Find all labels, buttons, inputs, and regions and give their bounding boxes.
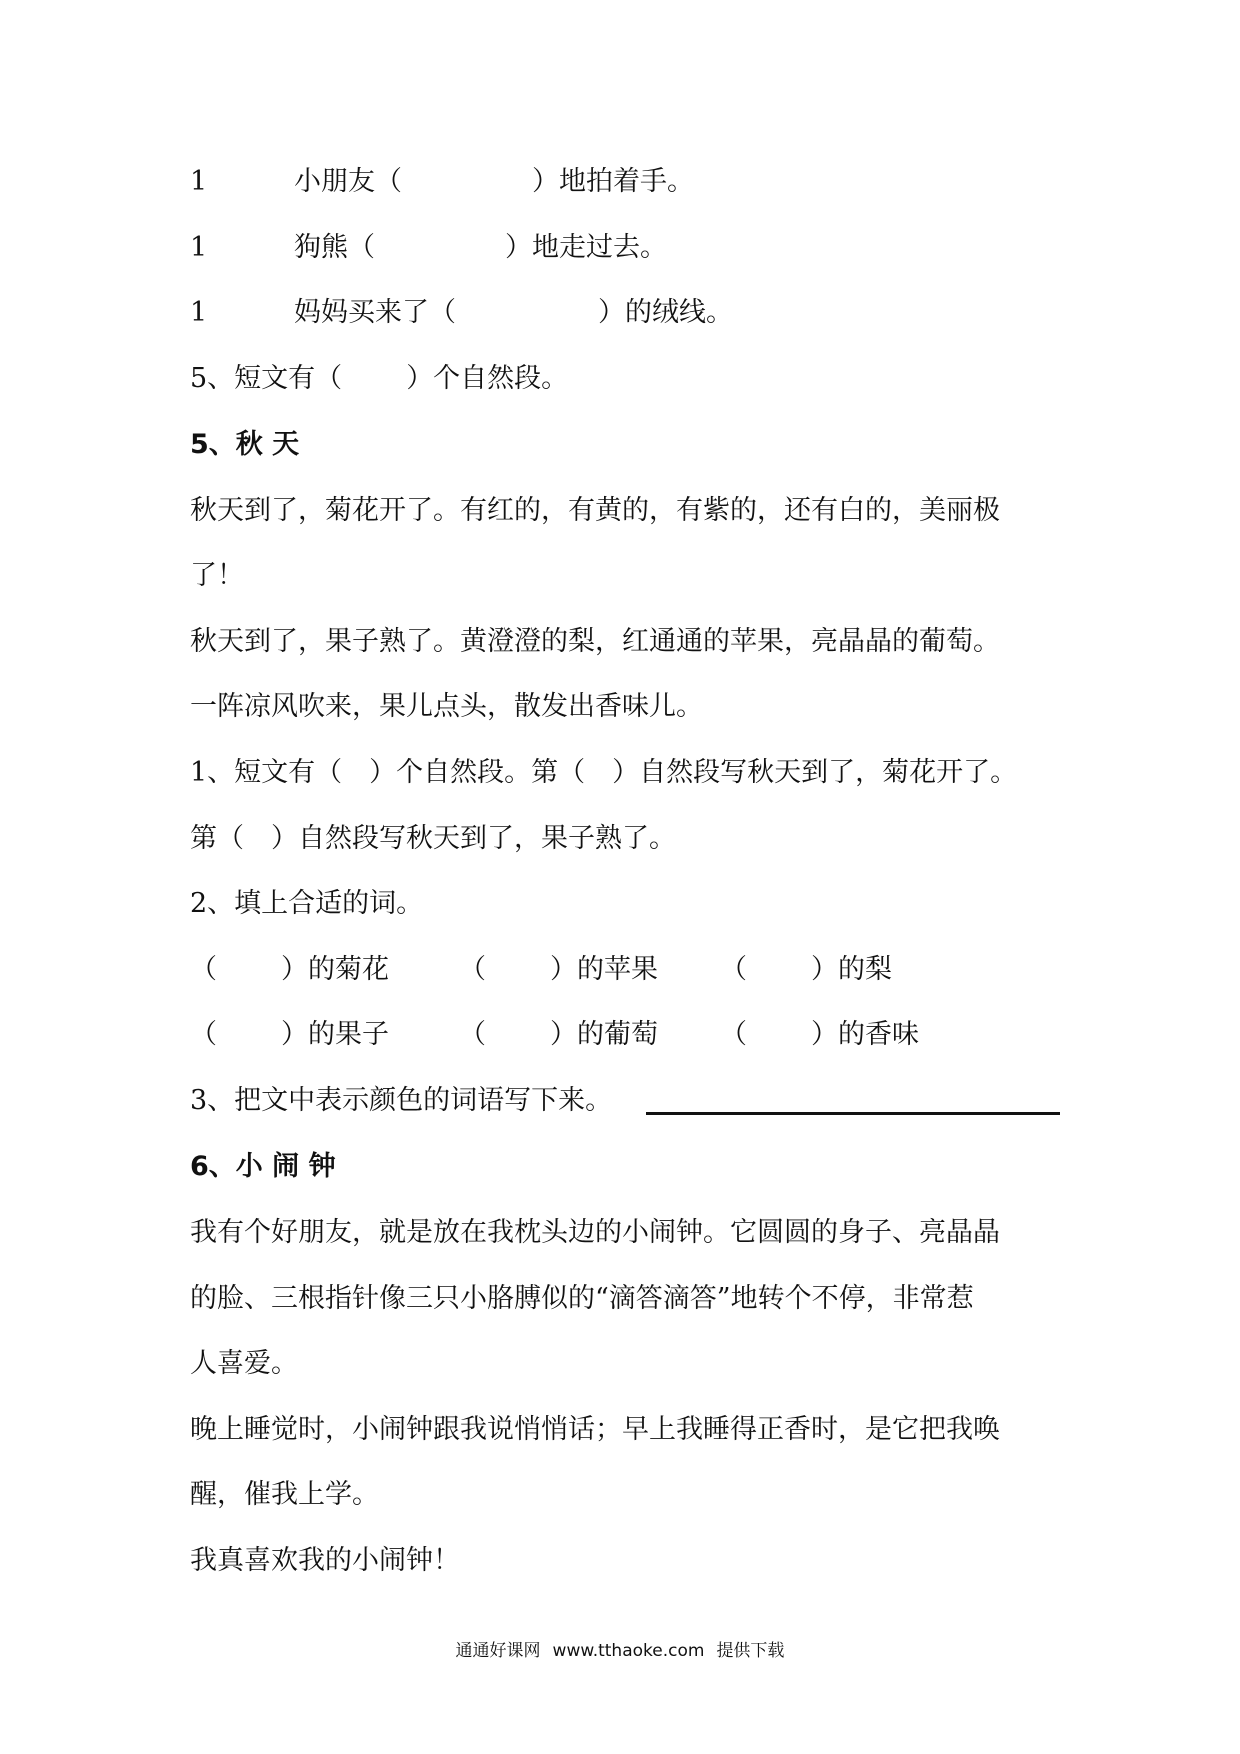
passage-line: 秋天到了，菊花开了。有红的，有黄的，有紫的，还有白的，美丽极 [190, 495, 1000, 526]
fill-word: 的梨 [838, 954, 892, 985]
footer-url[interactable]: www.tthaoke.com [552, 1641, 705, 1661]
fill-word: 的香味 [838, 1019, 919, 1050]
fill-word: 的葡萄 [577, 1019, 658, 1050]
passage-line: 秋天到了，果子熟了。黄澄澄的梨，红通通的苹果，亮晶晶的葡萄。 [190, 626, 1000, 657]
passage-line: 醒，催我上学。 [190, 1479, 379, 1510]
fill-row: （ ）的菊花 （ ）的苹果 （ ）的梨 [190, 954, 892, 985]
question-5: 5、短文有（ ）个自然段。 [190, 363, 569, 394]
question-line: 1、短文有（ ）个自然段。第（ ）自然段写秋天到了，菊花开了。 [190, 757, 1018, 788]
fill-item-2: 1 狗熊（ ）地走过去。 [190, 232, 667, 263]
fill-word: 的果子 [308, 1019, 389, 1050]
section-title-alarm-clock: 6、小 闹 钟 [190, 1151, 336, 1182]
question-line: 第（ ）自然段写秋天到了，果子熟了。 [190, 823, 676, 854]
section-title-autumn: 5、秋 天 [190, 429, 300, 460]
passage-line: 我真喜欢我的小闹钟！ [190, 1545, 460, 1576]
question-line: 2、填上合适的词。 [190, 888, 424, 919]
answer-underline [646, 1112, 1060, 1115]
passage-line: 晚上睡觉时，小闹钟跟我说悄悄话；早上我睡得正香时，是它把我唤 [190, 1414, 1000, 1445]
passage-line: 人喜爱。 [190, 1348, 298, 1379]
fill-row: （ ）的果子 （ ）的葡萄 （ ）的香味 [190, 1019, 919, 1050]
passage-line: 一阵凉风吹来，果儿点头，散发出香味儿。 [190, 691, 703, 722]
passage-line: 我有个好朋友，就是放在我枕头边的小闹钟。它圆圆的身子、亮晶晶 [190, 1217, 1000, 1248]
fill-item-1: 1 小朋友（ ）地拍着手。 [190, 166, 694, 197]
question-line: 3、把文中表示颜色的词语写下来。 [190, 1085, 613, 1116]
fill-word: 的苹果 [577, 954, 658, 985]
fill-word: 的菊花 [308, 954, 389, 985]
passage-line: 了！ [190, 560, 244, 591]
page-footer [0, 1636, 1240, 1661]
passage-line: 的脸、三根指针像三只小胳膊似的“滴答滴答”地转个不停，非常惹 [190, 1283, 974, 1314]
footer-site-name: 通通好课网 [455, 1641, 541, 1661]
fill-item-3: 1 妈妈买来了（ ）的绒线。 [190, 297, 733, 328]
footer-note: 提供下载 [716, 1641, 785, 1661]
